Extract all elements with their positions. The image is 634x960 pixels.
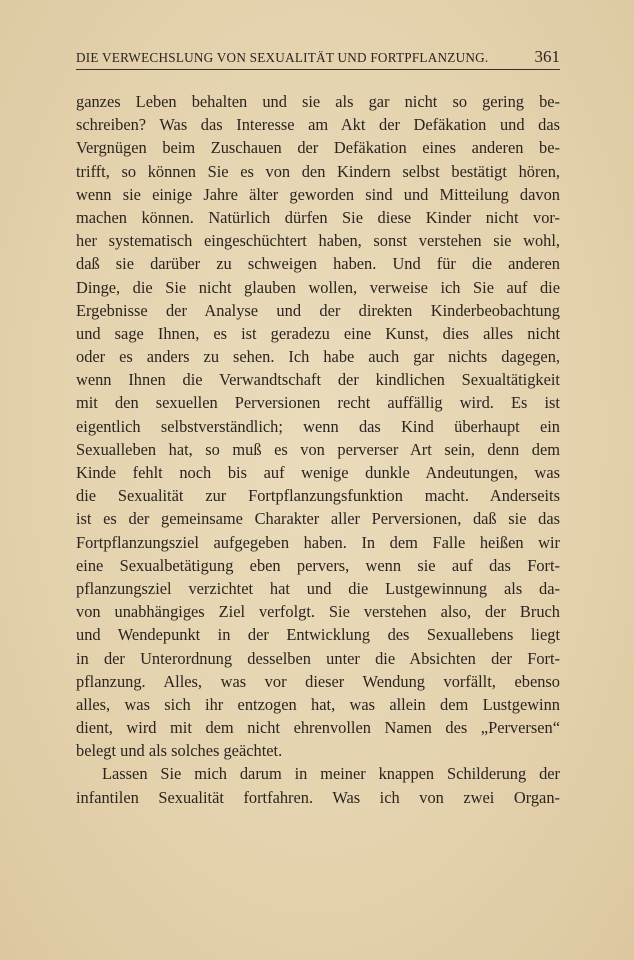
text-line: oder es anders zu sehen. Ich habe auch gar nichts dagegen,: [76, 347, 560, 367]
text-line: eine Sexualbetätigung eben pervers, wenn sie auf das Fort-: [76, 555, 560, 575]
text-line: ist es der gemeinsame Charakter aller Perversionen, daß sie das: [76, 509, 560, 529]
text-line: Dinge, die Sie nicht glauben wollen, verweise ich Sie auf die: [76, 277, 560, 297]
text-line: trifft, so können Sie es von den Kindern selbst bestätigt hören,: [76, 161, 560, 181]
text-line: daß sie darüber zu schweigen haben. Und für die anderen: [76, 254, 560, 274]
text-line: Kinde fehlt noch bis auf wenige dunkle Andeutungen, was: [76, 463, 560, 482]
paragraph-first-line: Lassen Sie mich darum in meiner knappen Schilderung der: [102, 764, 560, 784]
text-line: die Sexualität zur Fortpflanzungsfunktion macht. Anderseits: [76, 486, 560, 506]
text-line: und Wendepunkt in der Entwicklung des Sexuallebens liegt: [76, 625, 560, 645]
text-line: infantilen Sexualität fortfahren. Was ich von zwei Organ-: [76, 787, 560, 807]
body-text: [76, 90, 560, 809]
text-line: ganzes Leben behalten und sie als gar nicht so gering be-: [76, 92, 560, 111]
text-line: wenn Ihnen die Verwandtschaft der kindlichen Sexualtätigkeit: [76, 370, 560, 390]
text-line: Ergebnisse der Analyse und der direkten Kinderbeobachtung: [76, 300, 560, 320]
text-line: her systematisch eingeschüchtert haben, sonst verstehen sie wohl,: [76, 231, 560, 251]
text-line: von unabhängiges Ziel verfolgt. Sie verstehen also, der Bruch: [76, 602, 560, 622]
text-line: Fortpflanzungsziel aufgegeben haben. In dem Falle heißen wir: [76, 532, 560, 552]
text-line: in der Unterordnung desselben unter die Absichten der Fort-: [76, 648, 560, 668]
header-rule: [76, 69, 560, 70]
text-line: dient, wird mit dem nicht ehrenvollen Namen des „Perversen“: [76, 718, 560, 738]
text-line: Sexualleben hat, so muß es von perverser Art sein, denn dem: [76, 439, 560, 459]
text-line: alles, was sich ihr entzogen hat, was allein dem Lustgewinn: [76, 694, 560, 714]
text-line: pflanzung. Alles, was vor dieser Wendung vorfällt, ebenso: [76, 671, 560, 691]
page-number: 361: [534, 47, 560, 66]
text-line: mit den sexuellen Perversionen recht auffällig wird. Es ist: [76, 393, 560, 413]
text-line: eigentlich selbstverständlich; wenn das Kind überhaupt ein: [76, 416, 560, 436]
text-line: wenn sie einige Jahre älter geworden sind und Mitteilung davon: [76, 184, 560, 204]
running-title: DIE VERWECHSLUNG VON SEXUALITÄT UND FORTPFLANZUNG.: [76, 50, 489, 65]
text-line: machen können. Natürlich dürfen Sie diese Kinder nicht vor-: [76, 207, 560, 227]
running-header: [76, 47, 560, 69]
text-line: und sage Ihnen, es ist geradezu eine Kunst, dies alles nicht: [76, 323, 560, 343]
text-line: pflanzungsziel verzichtet hat und die Lustgewinnung als da-: [76, 578, 560, 598]
text-line: schreiben? Was das Interesse am Akt der Defäkation und das: [76, 115, 560, 135]
paragraph-last-line: belegt und als solches geächtet.: [76, 741, 283, 761]
text-line: Vergnügen beim Zuschauen der Defäkation eines anderen be-: [76, 138, 560, 158]
